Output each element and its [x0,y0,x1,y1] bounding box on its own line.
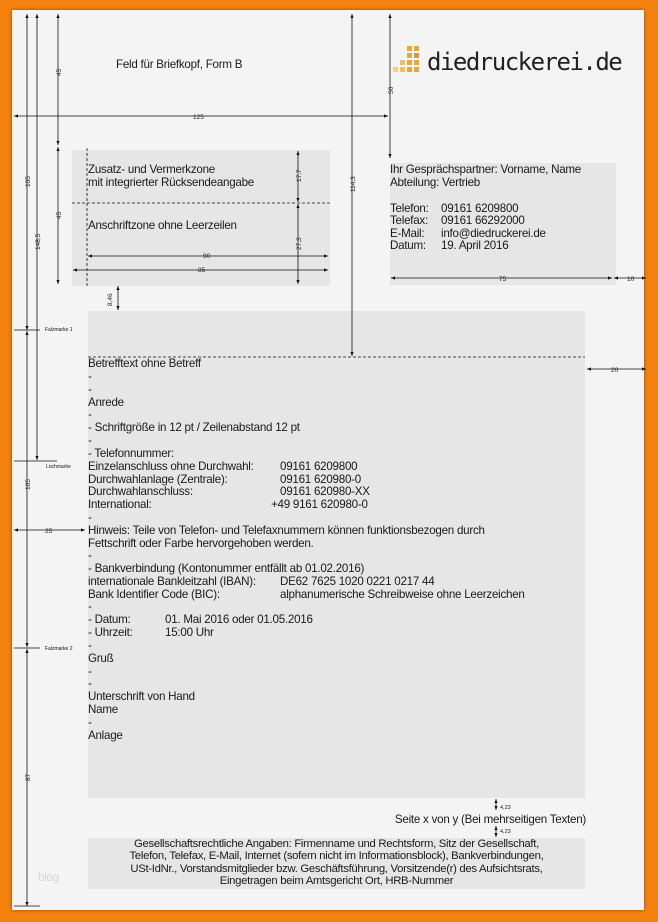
lochmarke-label: Lochmarke [46,464,71,470]
dim-75: 75 [499,276,507,283]
info-email-value: info@diedruckerei.de [441,227,546,240]
body-line: Anrede [88,396,124,409]
body-line: - [88,434,92,447]
dim-423b: 4,23 [500,829,511,835]
body-line: - [88,383,92,396]
dim-148: 148,5 [35,233,42,250]
dim-125: 125 [193,114,204,121]
body-line: - [88,549,92,562]
dim-17: 17,7 [296,169,303,182]
page-number: Seite x von y (Bei mehrseitigen Texten) [394,813,586,826]
time-label: - Uhrzeit: [88,626,133,639]
phone-label: Durchwahlanschluss: [88,485,193,498]
body-line: - [88,408,92,421]
closing-line: Name [88,703,118,716]
dim-25: 25 [45,528,53,535]
dim-90: 90 [203,253,211,260]
info-date-label: Datum: [390,239,426,252]
date-value: 01. Mai 2016 oder 01.05.2016 [165,613,313,626]
info-department: Abteilung: Vertrieb [390,176,480,189]
dim-423a: 4,23 [500,805,511,811]
phone-label: Einzelanschluss ohne Durchwahl: [88,460,254,473]
info-email-label: E-Mail: [390,227,425,240]
dim-85: 85 [198,267,206,274]
body-line: - [88,511,92,524]
time-value: 15:00 Uhr [165,626,214,639]
closing-line: - [88,639,92,652]
closing-line: Anlage [88,729,123,742]
date-label: - Datum: [88,613,131,626]
closing-line: - [88,677,92,690]
info-date-value: 19. April 2016 [441,239,509,252]
iban-value: DE62 7625 1020 0221 0217 44 [280,575,435,588]
closing-line: Gruß [88,652,114,665]
zusatz-line2: mit integrierter Rücksendeangabe [88,176,255,189]
info-phone-label: Telefon: [390,202,429,215]
body-line: - [88,370,92,383]
dim-45b: 45 [56,211,63,219]
dim-87: 87 [25,773,32,781]
zusatz-line1: Zusatz- und Vermerkzone [88,163,215,176]
phone-value: 09161 620980-0 [280,473,361,486]
dim-45a: 45 [56,68,63,76]
closing-line: - [88,716,92,729]
body-line: Betrefftext ohne Betreff [88,357,201,370]
logo-text: diedruckerei.de [427,48,622,76]
falzmarke-1-label: Falzmarke 1 [45,327,73,333]
phone-value: 09161 6209800 [280,460,358,473]
bic-value: alphanumerische Schreibweise ohne Leerzeichen [280,588,525,601]
bank-line: - Bankverbindung (Kontonummer entfällt ab 01.02.2016) [88,562,365,575]
phone-value: 09161 620980-XX [280,485,370,498]
dim-27: 27,3 [296,237,303,250]
phone-label: Durchwahlanlage (Zentrale): [88,473,228,486]
info-contact: Ihr Gesprächspartner: Vorname, Name [390,163,582,176]
legal-line: USt-IdNr., Vorstandsmitglieder bzw. Geschäftsführung, Vorsitzende(r) des Aufsichtsrats, [130,862,543,875]
dim-50: 50 [388,86,395,94]
dim-846: 8,46 [107,293,114,306]
legal-line: Eingetragen beim Amtsgericht Ort, HRB-Nummer [219,874,454,887]
briefkopf-label: Feld für Briefkopf, Form B [116,58,243,71]
legal-line: Telefon, Telefax, E-Mail, Internet (sofern nicht im Informationsblock), Bankverbindungen, [129,850,544,863]
body-line: - Telefonnummer: [88,447,174,460]
phone-label: International: [88,498,152,511]
bic-label: Bank Identifier Code (BIC): [88,588,220,601]
body-line: - [88,600,92,613]
dim-20: 20 [611,367,619,374]
watermark: blog [38,871,59,884]
anschrift-label: Anschriftzone ohne Leerzeilen [88,219,237,232]
legal-line: Gesellschaftsrechtliche Angaben: Firmenname und Rechtsform, Sitz der Gesellschaft, [134,838,539,850]
info-fax-value: 09161 66292000 [441,214,525,227]
hinweis-line1: Hinweis: Teile von Telefon- und Telefaxnummern können funktionsbezogen durch [88,524,485,537]
hinweis-line2: Fettschrift oder Farbe hervorgehoben werden. [88,537,314,550]
body-line: - Schriftgröße in 12 pt / Zeilenabstand 12 pt [88,421,300,434]
phone-value: +49 9161 620980-0 [271,498,368,511]
dim-10: 10 [627,276,635,283]
info-fax-label: Telefax: [390,214,428,227]
info-phone-value: 09161 6209800 [441,202,519,215]
closing-line: - [88,665,92,678]
falzmarke-2-label: Falzmarke 2 [45,646,73,652]
closing-line: Unterschrift von Hand [88,690,195,703]
iban-label: internationale Bankleitzahl (IBAN): [88,575,256,588]
dim-105b: 105 [25,479,32,490]
dim-114: 114,3 [350,176,357,192]
dim-105a: 105 [25,176,32,187]
